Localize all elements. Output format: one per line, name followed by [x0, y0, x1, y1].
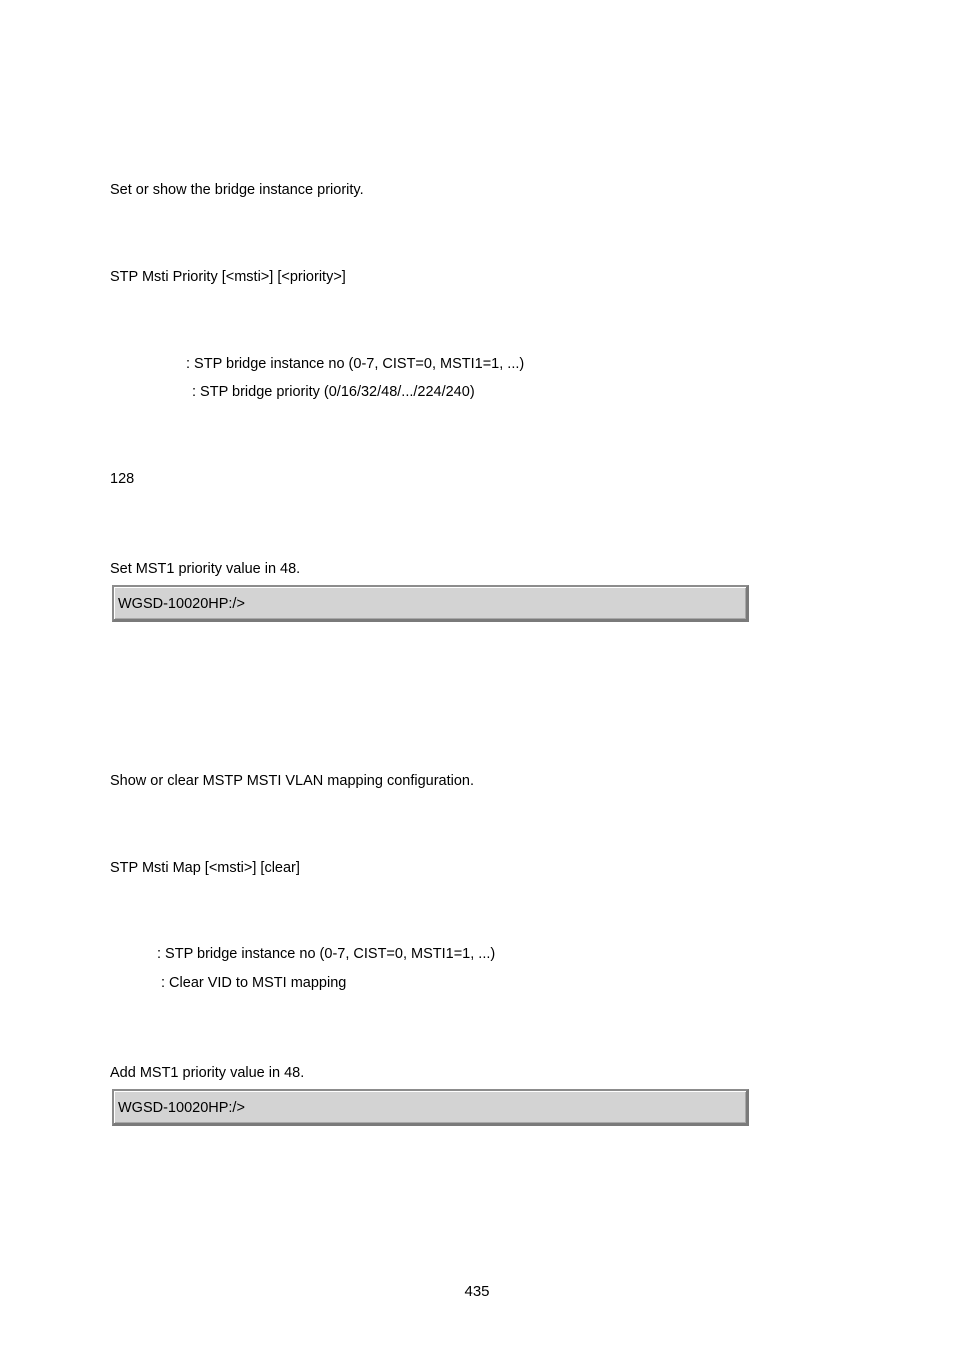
section2-param-msti: : STP bridge instance no (0-7, CIST=0, MSTI1=1, ...) — [157, 946, 496, 962]
section2-command-prompt: WGSD-10020HP:/> — [118, 1100, 245, 1116]
section1-command-box — [112, 585, 749, 622]
section1-default-value: 128 — [110, 471, 135, 487]
section1-param-msti: : STP bridge instance no (0-7, CIST=0, MSTI1=1, ...) — [186, 356, 525, 372]
section2-description: Show or clear MSTP MSTI VLAN mapping configuration. — [110, 773, 475, 789]
section1-description: Set or show the bridge instance priority. — [110, 182, 364, 198]
section2-example-caption: Add MST1 priority value in 48. — [110, 1065, 305, 1081]
section2-command-box — [112, 1089, 749, 1126]
section2-syntax: STP Msti Map [<msti>] [clear] — [110, 860, 300, 876]
page-number: 435 — [464, 1283, 490, 1300]
section1-syntax: STP Msti Priority [<msti>] [<priority>] — [110, 269, 346, 285]
section1-param-priority: : STP bridge priority (0/16/32/48/.../224/240) — [192, 384, 475, 400]
section1-example-caption: Set MST1 priority value in 48. — [110, 561, 301, 577]
section1-command-prompt: WGSD-10020HP:/> — [118, 596, 245, 612]
section2-param-clear: : Clear VID to MSTI mapping — [161, 975, 347, 991]
